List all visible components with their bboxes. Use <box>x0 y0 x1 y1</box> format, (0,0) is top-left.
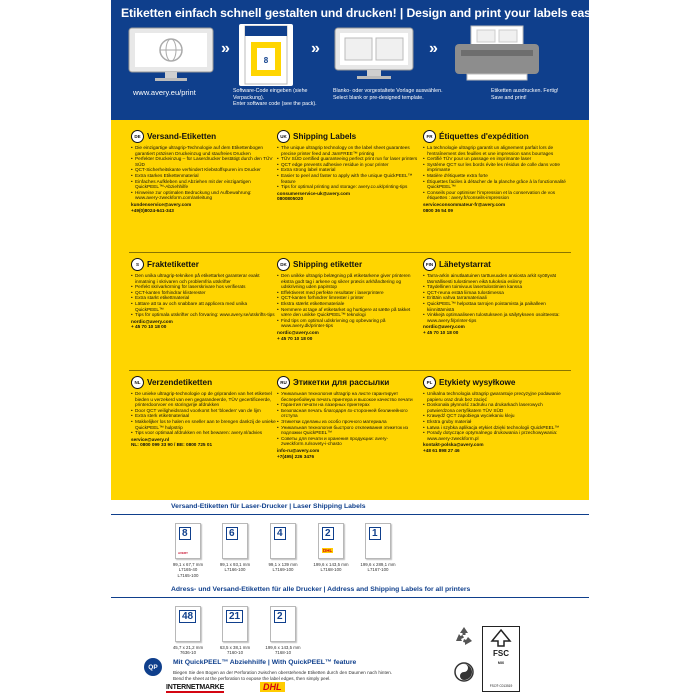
feature-item: • Easier to peel and faster to apply with the unique QuickPEEL™ feature <box>277 173 422 184</box>
contact-phone: 0800 36 54 09 <box>423 207 453 213</box>
svg-text:8: 8 <box>263 56 269 65</box>
contact-email[interactable]: nordic@avery.com <box>423 324 465 330</box>
info-title: Etykiety wysyłkowe <box>439 377 516 387</box>
internetmarke-logo: INTERNETMARKE <box>166 684 225 691</box>
recycle-icon <box>452 624 476 648</box>
info-block-dk <box>277 258 422 341</box>
feature-item: • Tips for optimal printing and storage: avery.co.uk/printing-tips <box>277 184 422 190</box>
product-caption: 99,1 x 93,1 mm L7166-100 <box>219 562 251 573</box>
contact-email[interactable]: kontakt-polska@avery.com <box>423 442 484 448</box>
feature-item: • Vinkkejä optimaaliseen tulostukseen ja säilytykseen osoitteesta: www.avery.fi/printer-tips <box>423 312 568 323</box>
label-pack-icon <box>239 24 293 86</box>
feature-item: • Гарантия печати на лазерных принтерах <box>277 402 422 408</box>
laser-section-heading: Versand-Etiketten für Laser-Drucker | Laser Shipping Labels <box>171 503 366 510</box>
feature-item: • Matière d'étiquette extra forte <box>423 173 568 179</box>
tree-check-icon <box>483 627 519 649</box>
product-sheet-l7166 <box>222 523 248 559</box>
feature-item: • Extra strong label material <box>277 167 422 173</box>
feature-item: • Étiquettes faciles à détacher de la planche grâce à la fonctionnalité QuickPEEL™ <box>423 179 568 190</box>
product-caption: 199,6 x 143,5 mm L7168-100 <box>313 562 349 573</box>
divider <box>111 514 589 515</box>
step-pack <box>239 24 293 86</box>
feature-item: • Lättare att ta av och snabbare att applicera med unika QuickPEEL™ <box>131 301 276 312</box>
product-caption: 199,6 x 289,1 mm L7167-100 <box>360 562 396 573</box>
info-title: Shipping etiketter <box>293 259 363 269</box>
chevron-right-icon: » <box>311 40 320 57</box>
feature-item: • Doskonała płynność zadruku na drukarkach laserowych potwierdzona certyfikatem TÜV SÜD <box>423 402 568 413</box>
quickpeel-badge: QP <box>144 658 162 676</box>
contact-phone: + 45 70 10 18 00 <box>277 335 313 341</box>
label-count: 6 <box>226 527 238 540</box>
feature-item: • Extra sterk etiketmateriaal <box>131 413 276 419</box>
feature-item: • QCT-Sicherheitskante verhindert Klebstoffspuren im Drucker <box>131 167 276 173</box>
feature-item: • Ekstra stærkt etikettemateriale <box>277 301 422 307</box>
fsc-certification-logo: FSC MIX FSC® C013519 <box>482 626 520 692</box>
hero-banner <box>111 0 609 120</box>
info-block-de <box>131 130 276 213</box>
feature-item: • Den unika ultragrip-tekniken på etikettarket garanterar exakt inmatning i skrivaren och problemfria utskrifter <box>131 273 276 284</box>
monitor-icon <box>125 24 217 84</box>
step-2-caption: Blanko- oder vorgestaltete Vorlage auswählen. Select blank or pre-designed template. <box>333 88 443 101</box>
product-caption: 99,1 x 67,7 mm L7165-40 L7165-100 <box>172 562 204 578</box>
info-title: Verzendetiketten <box>147 377 213 387</box>
feature-item: • Einfaches Aufkleben und Abziehen mit der einzigartigen QuickPEEL™-Abziehhilfe <box>131 179 276 190</box>
language-badge: NL <box>131 376 144 389</box>
feature-item: • QCT-kanten förhindrar klisterester <box>131 290 276 296</box>
info-block-uk <box>277 130 422 202</box>
label-count: 2 <box>274 610 286 623</box>
product-sheet-7636 <box>175 606 201 642</box>
label-count: 4 <box>274 527 286 540</box>
step-printer <box>447 24 547 84</box>
feature-item: • QuickPEEL™ helpottaa tarrojen poistamista ja paikalleen kiinnittämistä <box>423 301 568 312</box>
contact-email[interactable]: service@avery.nl <box>131 436 170 442</box>
brand-logo: AVERY <box>178 551 189 555</box>
info-block-ru <box>277 376 422 459</box>
feature-item: • TÜV SÜD certified guaranteeing perfect print run for laser printers <box>277 156 422 162</box>
language-badge: S <box>131 258 144 271</box>
feature-item: • QCT edge prevents adhesive residue in your printer <box>277 162 422 168</box>
language-badge: RU <box>277 376 290 389</box>
feature-item: • Безопасная печать благодаря 4х-сторонней безлинейного отступа <box>277 408 422 419</box>
contact-phone: +48 61 898 27 46 <box>423 447 460 453</box>
feature-item: • Effektiveret med perfekte resultater i laserprintere <box>277 290 422 296</box>
info-title: Этикетки для рассылки <box>293 377 390 387</box>
feature-item: • Certifié TÜV pour un passage en imprimante laser <box>423 156 568 162</box>
info-title: Étiquettes d'expédition <box>439 131 529 141</box>
step-monitor <box>125 24 217 84</box>
feature-item: • Tips för optimala utskrifter och förvaring: www.avery.se/utskrifts-tips <box>131 312 276 318</box>
info-block-pl <box>423 376 568 454</box>
info-block-nl <box>131 376 276 448</box>
label-count: 8 <box>179 527 191 540</box>
language-badge: FIN <box>423 258 436 271</box>
feature-item: • QCT-kanten forhindrer limrester i printer <box>277 295 422 301</box>
label-count: 48 <box>179 610 196 623</box>
language-badge: UK <box>277 130 290 143</box>
product-caption: 99,1 x 139 mm L7169-100 <box>268 562 298 573</box>
feature-item: • De unieke ultragrip-technologie op de gripranden van het etiketvel bieden u verzekerd van een gegarandeerde, TÜV gecertificeerde, printerdoorvoer en storingvrije afdrukken <box>131 391 276 408</box>
feature-item: • Täydellinen toimivuus lasertulostimien kanssa <box>423 284 568 290</box>
contact-phone: +7(495) 226 3476 <box>277 453 315 459</box>
product-sheet-7160 <box>222 606 248 642</box>
contact-email[interactable]: nordic@avery.com <box>131 318 173 324</box>
website-link[interactable]: www.avery.eu/print <box>133 88 196 97</box>
feature-item: • Łatwa i szybka aplikacja etykiet dzięki technologii QuickPEEL™ <box>423 425 568 431</box>
feature-item: • Perfekt skrivarkörning för laserskrivare hos verifierats <box>131 284 276 290</box>
template-monitor-icon <box>331 24 417 84</box>
contact-email[interactable]: kundenservice@avery.com <box>131 201 192 207</box>
chevron-right-icon: » <box>429 40 438 57</box>
label-count: 1 <box>369 527 381 540</box>
product-info-panel <box>111 120 589 500</box>
feature-item: • QCT-reuna estää liimaa tulostimessa <box>423 290 568 296</box>
label-count: 2 <box>322 527 334 540</box>
product-sheet-l7168 <box>318 523 344 559</box>
feature-item: • Уникальная технология быстрого отклеивания этикеток из подложки QuickPEEL™ <box>277 425 422 436</box>
label-count: 21 <box>226 610 243 623</box>
product-caption: 199,6 x 143,5 mm 7168-10 <box>265 645 301 656</box>
dhl-logo: DHL <box>260 682 285 692</box>
info-title: Shipping Labels <box>293 131 357 141</box>
feature-item: • Extra starkes Etikettenmaterial <box>131 173 276 179</box>
contact-phone: + 45 70 10 18 00 <box>131 324 167 330</box>
divider <box>111 597 589 598</box>
product-sheet-l7169 <box>270 523 296 559</box>
product-sheet-l7167 <box>365 523 391 559</box>
chevron-right-icon: » <box>221 40 230 57</box>
language-badge: DK <box>277 258 290 271</box>
feature-item: • Perfekter Druckeinzug – für Laserdrucker bestätigt durch den TÜV SÜD <box>131 156 276 167</box>
feature-item: • Die einzigartige ultragrip-Technologie auf dem Etikettenbogen garantiert präzisen Druckeinzug und staufreies Drucken <box>131 145 276 156</box>
dhl-logo: DHL <box>323 548 333 553</box>
contact-email[interactable]: info-ru@avery.com <box>277 447 320 453</box>
contact-phone: +49(0)8024-641-343 <box>131 207 174 213</box>
all-printer-section-heading: Adress- und Versand-Etiketten für alle Drucker | Address and Shipping Labels for all printers <box>171 586 471 593</box>
feature-item: • Extra starkt etikettmaterial <box>131 295 276 301</box>
feature-item: • Unikalna technologia ultragrip gwarantuje precyzyjne podawanie papieru oraz druk bez zacięć <box>423 391 568 402</box>
quickpeel-title: Mit QuickPEEL™ Abziehhilfe | With QuickPEEL™ feature <box>173 659 357 666</box>
feature-item: • Den unikke ultragrip belægning på etiketarkene giver printeren ekstra godt tag i arkene og sikrer præcis arkhåndtering og udskrivning uden papirstop <box>277 273 422 290</box>
contact-email[interactable]: serviceconsommateur-fr@avery.com <box>423 201 506 207</box>
step-template <box>331 24 417 84</box>
info-title: Fraktetiketter <box>147 259 199 269</box>
product-caption: 63,5 x 38,1 mm 7160-10 <box>219 645 251 656</box>
info-block-se <box>131 258 276 330</box>
feature-item: • Porady dotyczące optymalnego drukowania i przechowywania: www.avery-zweckform.pl <box>423 430 568 441</box>
feature-item: • Hinweise zur optimalen Bedruckung und Aufbewahrung: www.avery-zweckform.com/anleitung <box>131 190 276 201</box>
contact-email[interactable]: nordic@avery.com <box>277 329 319 335</box>
product-sheet-l7165 <box>175 523 201 559</box>
feature-item: • Ekstra gruby materiał <box>423 419 568 425</box>
feature-item: • Erittäin vahva tarramateriaali <box>423 295 568 301</box>
language-badge: PL <box>423 376 436 389</box>
printer-icon <box>447 24 547 84</box>
feature-item: • Советы для печати и хранения продукции: avery-zweckform.ru/sovety-i-chasto <box>277 436 422 447</box>
contact-phone: NL: 0800 099 33 90 / BE: 0800 725 01 <box>131 442 213 448</box>
product-sheet-7168 <box>270 606 296 642</box>
info-block-fin <box>423 258 568 336</box>
feature-item: • La technologie ultragrip garantit un alignement parfait lors de l'entraînement des feuilles et une impression sans bourrages <box>423 145 568 156</box>
feature-item: • Уникальная технология ultragrip на листе гарантирует бесперебойную печать принтера и высокое качество печати <box>277 391 422 402</box>
language-badge: DE <box>131 130 144 143</box>
feature-item: • The unique ultragrip technology on the label sheet guarantees precise printer feed and JamFREE™ printing <box>277 145 422 156</box>
contact-phone: + 45 70 10 18 00 <box>423 329 459 335</box>
feature-item: • Door QCT veiligheidsrand voorkomt het 'bloeden' van de lijm <box>131 408 276 414</box>
feature-item: • Этикетки сделаны из особо прочного материала <box>277 419 422 425</box>
product-caption: 45,7 x 21,2 mm 7636-10 <box>172 645 204 656</box>
quickpeel-description: Biegen Sie den Bogen an der Perforation zwischen oberstehende Etiketten durch den Daumen nach hinten. Bend the sheet at the perforation to expose the label edges, then simply peel. <box>173 670 393 681</box>
divider <box>129 252 571 253</box>
banner-title: Etiketten einfach schnell gestalten und drucken! | Design and print your labels easily! <box>121 6 609 20</box>
info-block-fr <box>423 130 568 213</box>
contact-phone: 0800805020 <box>277 196 304 202</box>
info-title: Versand-Etiketten <box>147 131 217 141</box>
feature-item: • Find tips om optimal udskrivning og opbevaring på www.avery.dk/printer-tips <box>277 318 422 329</box>
feature-item: • Système QCT sur les bords évite les résidus de colle dans votre imprimante <box>423 162 568 173</box>
contact-email[interactable]: consumerservice-uk@avery.com <box>277 190 351 196</box>
language-badge: FR <box>423 130 436 143</box>
feature-item: • Makkelijker los te halen en sneller aan te brengen dankzij de unieke QuickPEEL™ hulpstrip <box>131 419 276 430</box>
feature-item: • Conseils pour optimiser l'impression et la conservation de vos étiquettes : avery.fr/conseils-impression <box>423 190 568 201</box>
info-title: Lähetystarrat <box>439 259 491 269</box>
divider <box>129 370 571 371</box>
feature-item: • Tarra-arkin ainutlaatuinen tarttuvuuden ansiosta arkit syöttyvät täsmällisesti tulostimeen eikä tukoksia esiinny <box>423 273 568 284</box>
feature-item: • Nemmere at tage af etiketarket og hurtigere at sætte på takket være den unikke QuickPEEL™ teknologi <box>277 307 422 318</box>
step-1-caption: Software-Code eingeben (siehe Verpackung). Enter software code (see the pack). <box>233 88 317 107</box>
feature-item: • Tips voor optimaal afdrukken en het bewaren: avery.nl/advies <box>131 430 276 436</box>
feature-item: • Krawędź QCT zapobiega wyciekaniu kleju <box>423 413 568 419</box>
step-3-caption: Etiketten ausdrucken. Fertig! Save and print! <box>491 88 559 101</box>
